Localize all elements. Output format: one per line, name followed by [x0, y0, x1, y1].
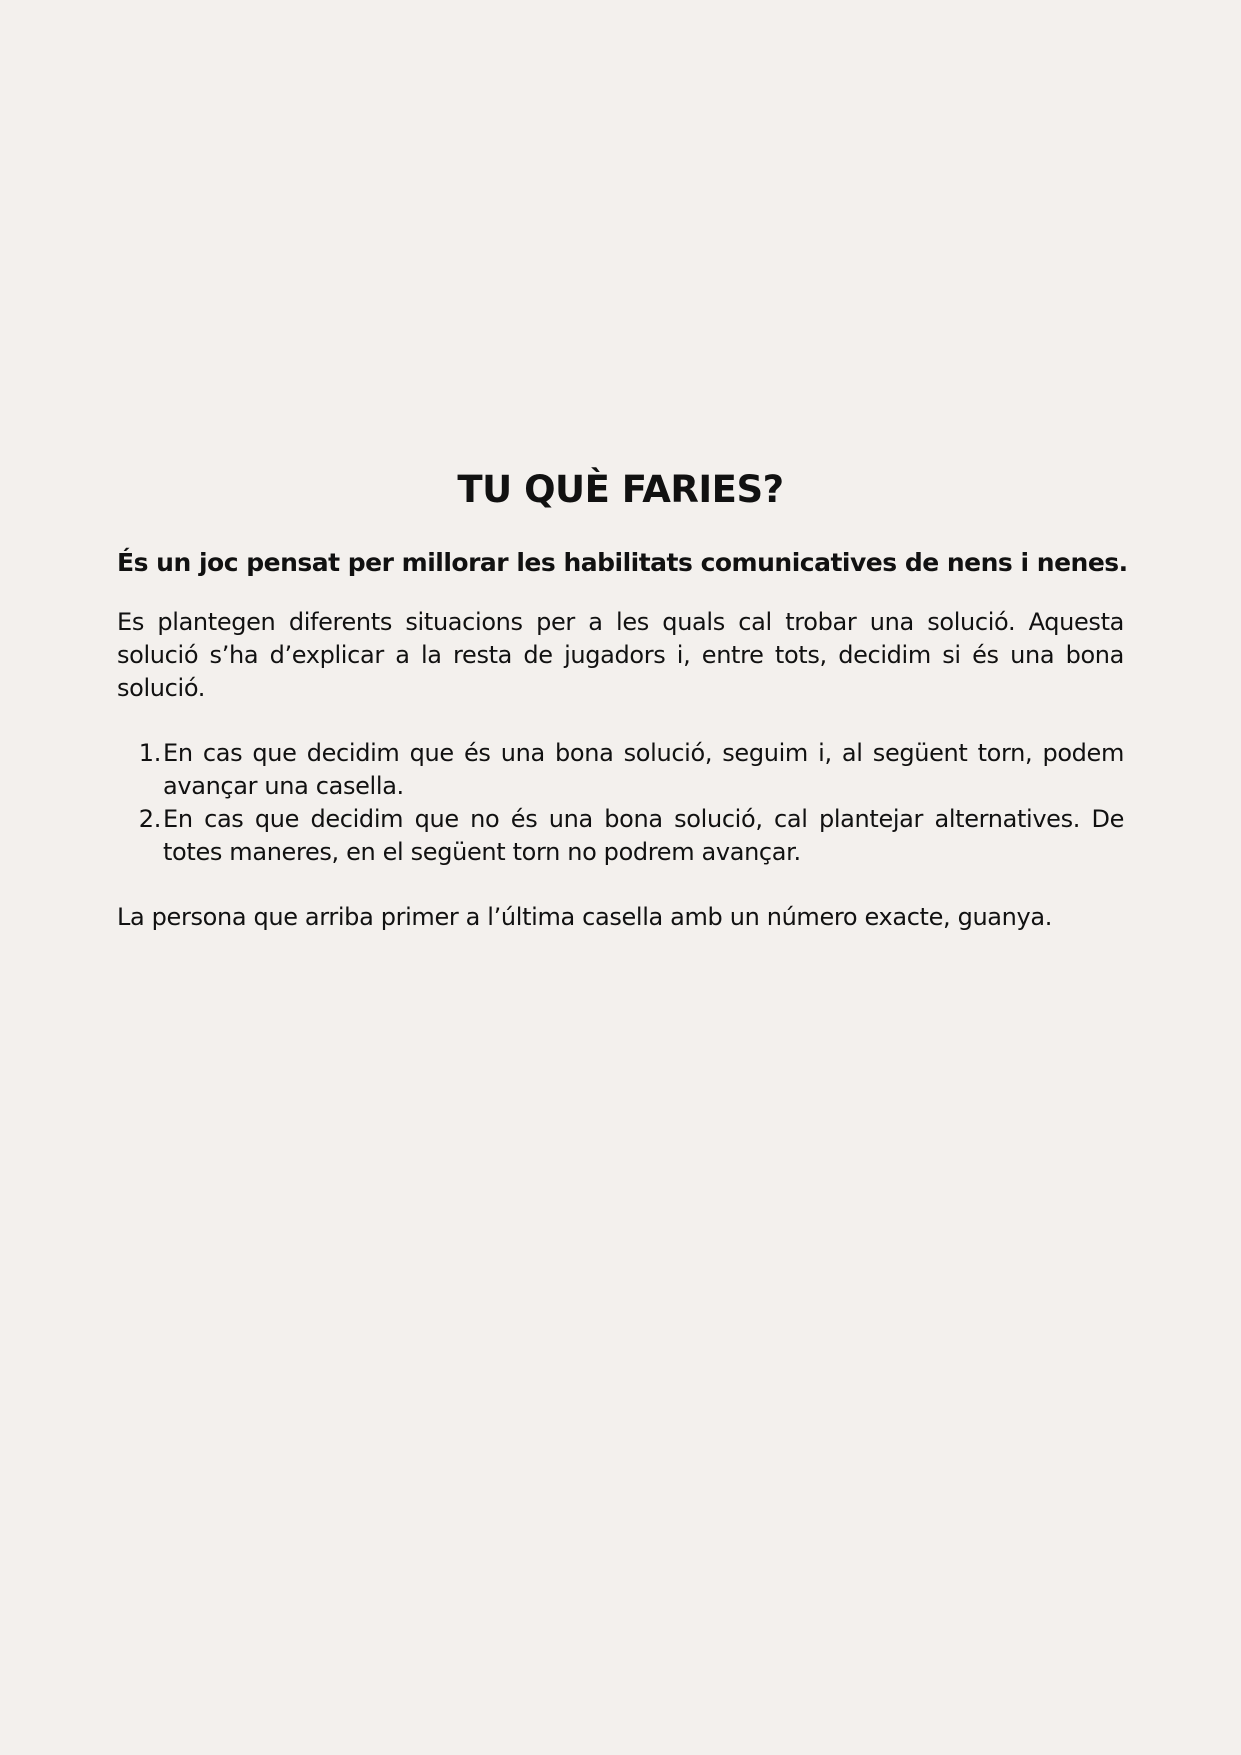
rule-text: En cas que decidim que no és una bona solució, cal plantejar alternatives. De totes maneres, en el següent torn no podrem avançar.	[163, 805, 1124, 866]
page-subtitle: És un joc pensat per millorar les habilitats comunicatives de nens i nenes.	[117, 548, 1128, 577]
rule-number: 2.	[138, 805, 161, 833]
document-page	[117, 462, 1128, 934]
rule-item	[117, 803, 1124, 869]
intro-paragraph: Es plantegen diferents situacions per a les quals cal trobar una solució. Aquesta solució s’ha d’explicar a la resta de jugadors i, entre tots, decidim si és una bona solució.	[117, 608, 1124, 702]
closing-paragraph: La persona que arriba primer a l’última casella amb un número exacte, guanya.	[117, 903, 1053, 931]
rule-number: 1.	[138, 739, 161, 767]
rules-list	[117, 737, 1124, 869]
rule-item	[117, 737, 1124, 803]
rule-text: En cas que decidim que és una bona solució, seguim i, al següent torn, podem avançar una casella.	[163, 739, 1124, 800]
page-title: TU QUÈ FARIES?	[457, 468, 784, 511]
